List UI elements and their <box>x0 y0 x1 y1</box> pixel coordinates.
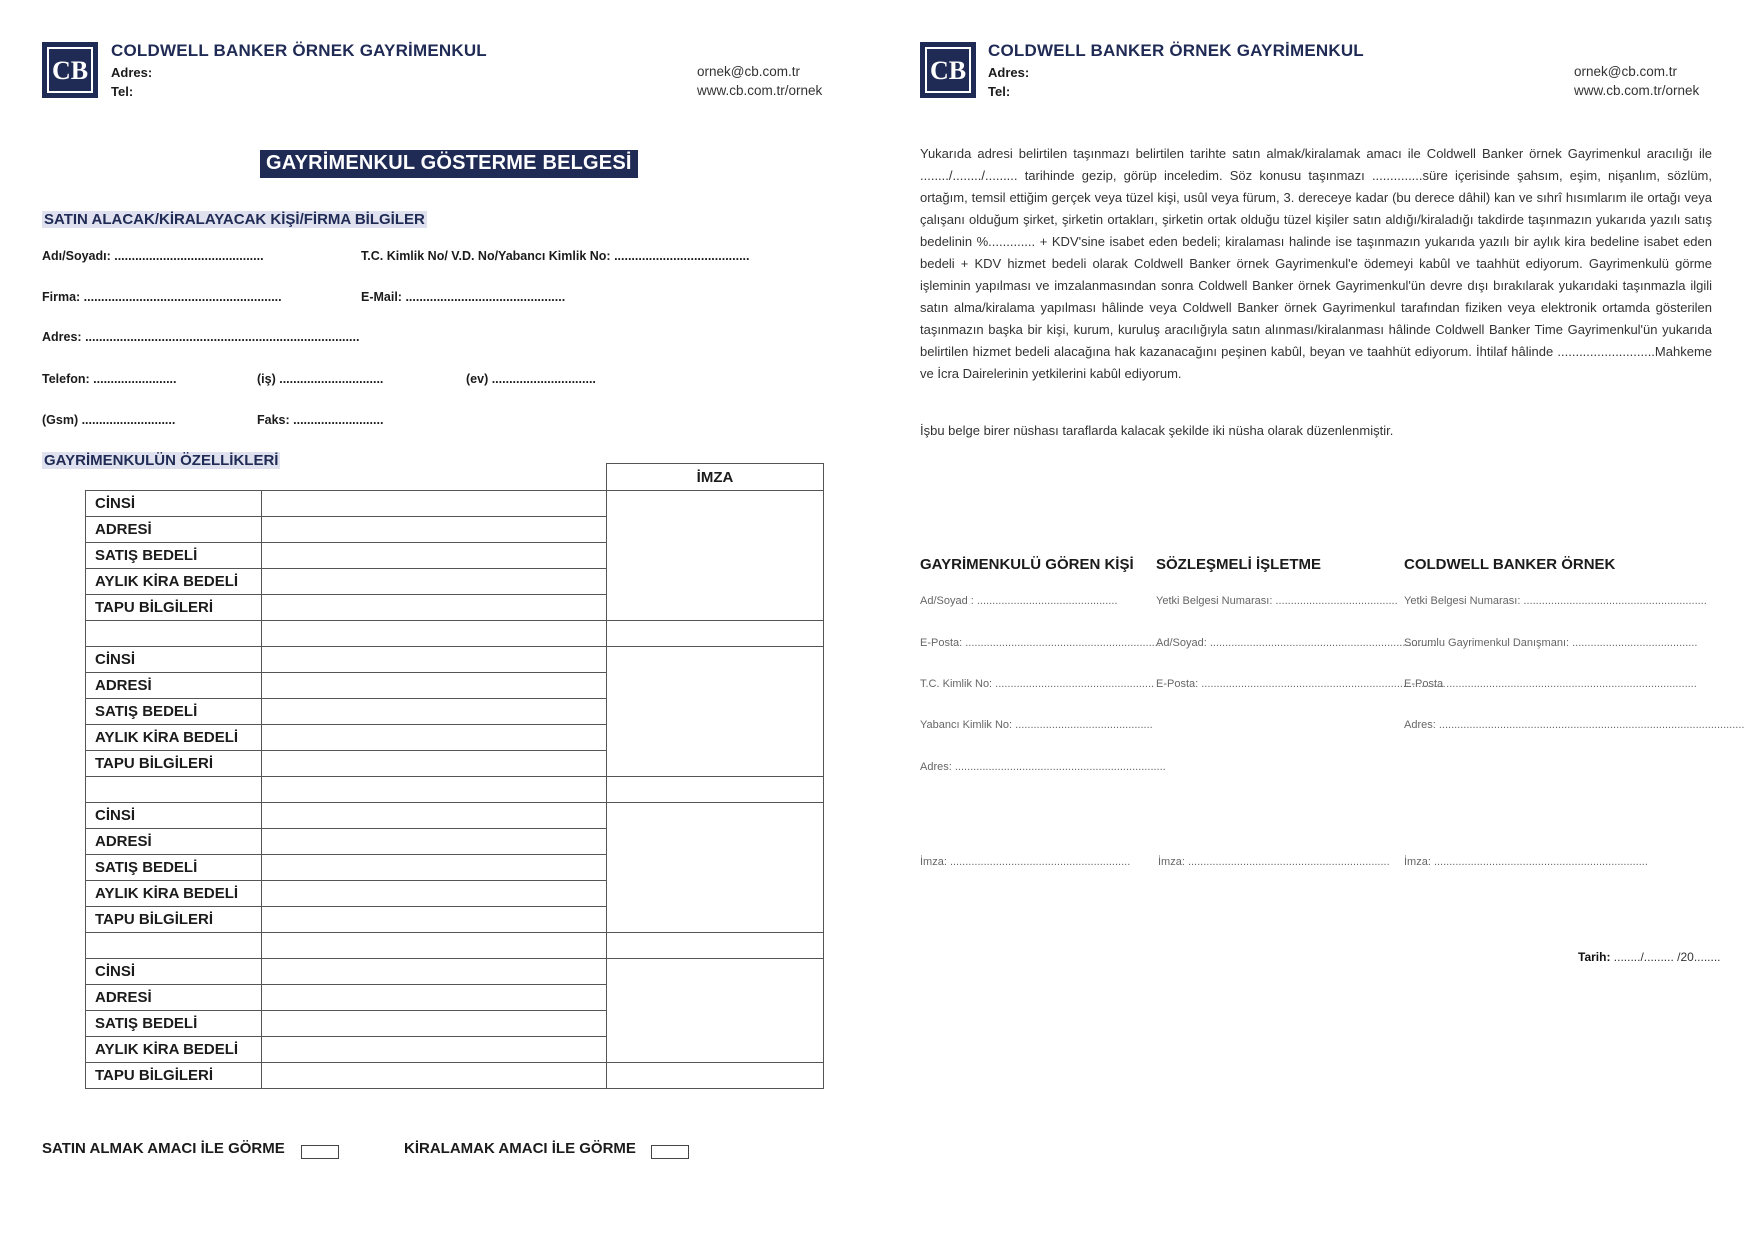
faks-field[interactable]: Faks: .......................... <box>257 413 384 427</box>
name-field[interactable]: Adı/Soyadı: ........................................... <box>42 249 264 263</box>
row-value[interactable] <box>262 959 607 985</box>
row-label: SATIŞ BEDELİ <box>86 855 262 881</box>
table-row <box>86 1063 824 1089</box>
row-value[interactable] <box>262 699 607 725</box>
tc-field[interactable]: T.C. Kimlik No/ V.D. No/Yabancı Kimlik No: ....................................... <box>361 249 750 263</box>
viewer-tc-field[interactable]: T.C. Kimlik No: .................................................... <box>920 678 1155 690</box>
viewer-signature-field[interactable]: İmza: ........................................................... <box>920 856 1131 868</box>
row-value[interactable] <box>262 907 607 933</box>
row-value[interactable] <box>262 647 607 673</box>
row-value[interactable] <box>262 725 607 751</box>
row-value[interactable] <box>262 855 607 881</box>
signature-cell[interactable] <box>607 491 824 621</box>
row-label: TAPU BİLGİLERİ <box>86 595 262 621</box>
table-spacer <box>86 464 607 491</box>
document-title: GAYRİMENKUL GÖSTERME BELGESİ <box>260 150 638 178</box>
phone-label-left: Tel: <box>111 84 134 99</box>
cb-address-field[interactable]: Adres: .................................................................................................... <box>1404 719 1745 731</box>
row-value[interactable] <box>262 803 607 829</box>
email-left: ornek@cb.com.tr <box>697 64 800 79</box>
row-value[interactable] <box>262 491 607 517</box>
signature-cell[interactable] <box>607 1063 824 1089</box>
row-label: CİNSİ <box>86 491 262 517</box>
telefon-field[interactable]: Telefon: ........................ <box>42 372 177 386</box>
business-email-field[interactable]: E-Posta: ................................................................................ <box>1156 678 1446 690</box>
business-name-field[interactable]: Ad/Soyad: .......................................................................... <box>1156 637 1436 649</box>
row-value[interactable] <box>262 517 607 543</box>
row-value[interactable] <box>262 1011 607 1037</box>
row-value[interactable] <box>262 595 607 621</box>
viewer-column-title: GAYRİMENKULÜ GÖREN KİŞİ <box>920 556 1134 573</box>
buy-purpose-checkbox[interactable] <box>301 1145 339 1159</box>
agreement-paragraph: Yukarıda adresi belirtilen taşınmazı belirtilen tarihte satın almak/kiralamak amacı ile Coldwell Banker örnek Gayrimenkul aracılığı ile ......../......../......... tarihinde gezip, görüp inceledim. Söz konusu taşınmazı ..............süre içerisinde şahsım, eşim, nişanlım, sözlüm, ortağım, temsil ettiğim gerçek veya tüzel kişi, usûl veya fürum, 3. dereceye kadar (bu derece dâhil) kan ve sıhrî hısımlarım ile ortağı veya çalışanı olduğum şirket, şirketin ortakları, şirketin ortak olduğu tüzel kişiler satın aldığı/kiraladığı takdirde taşınmazın yukarıda yazılı satış bedelinin %............. + KDV'sine isabet eden bedeli; kiralaması halinde ise taşınmazın yukarıda yazılı bir aylık kira bedeline isabet eden bedeli + KDV hizmet bedeli olarak Coldwell Banker örnek Gayrimenkul'e ödemeyi kabûl ve taahhüt ediyorum. Gayrimenkulü görme işleminin yapılması ve imzalanmasından sonra Coldwell Banker örnek Gayrimenkul'ün devre dışı bırakılarak yukarıdaki taşınmazla ilgili satın alma/kiralama yapılması hâlinde veya Coldwell Banker örnek Gayrimenkul tarafından fiziken veya elektronik ortamda gösterilen taşınmazın başka bir kişi, kurum, kuruluş aracılığıyla satın alınması/kiralanması hâlinde Coldwell Banker Time Gayrimenkul'ün yukarıda belirtilen hizmet bedeli alacağına hak kazanacağını peşinen kabûl, beyan ve taahhüt ediyorum. İhtilaf hâlinde ...........................Mahkeme ve İcra Dairelerinin yetkilerini kabûl ediyorum. <box>920 146 1712 381</box>
signature-cell[interactable] <box>607 959 824 1063</box>
row-label: AYLIK KİRA BEDELİ <box>86 569 262 595</box>
table-row <box>86 959 824 985</box>
row-value[interactable] <box>262 569 607 595</box>
company-logo-right <box>920 42 976 98</box>
cb-column-title: COLDWELL BANKER ÖRNEK <box>1404 556 1616 573</box>
svg-text:CB: CB <box>51 56 89 85</box>
cb-license-field[interactable]: Yetki Belgesi Numarası: ............................................................ <box>1404 595 1707 607</box>
company-logo-left <box>42 42 98 98</box>
row-value[interactable] <box>262 751 607 777</box>
company-name-left: COLDWELL BANKER ÖRNEK GAYRİMENKUL <box>111 41 487 60</box>
row-label: TAPU BİLGİLERİ <box>86 751 262 777</box>
rent-purpose-label: KİRALAMAK AMACI İLE GÖRME <box>404 1140 636 1157</box>
date-label: Tarih: <box>1578 950 1611 964</box>
email-field[interactable]: E-Mail: .............................................. <box>361 290 566 304</box>
buy-purpose-label: SATIN ALMAK AMACI İLE GÖRME <box>42 1140 285 1157</box>
row-value[interactable] <box>262 1063 607 1089</box>
email-right: ornek@cb.com.tr <box>1574 64 1677 79</box>
signature-cell[interactable] <box>607 803 824 933</box>
row-value[interactable] <box>262 1037 607 1063</box>
property-section-title: GAYRİMENKULÜN ÖZELLİKLERİ <box>44 452 279 469</box>
cb-logo-icon <box>47 47 93 93</box>
row-label: CİNSİ <box>86 647 262 673</box>
row-label: ADRESİ <box>86 673 262 699</box>
cb-signature-field[interactable]: İmza: ...................................................................... <box>1404 856 1648 868</box>
row-value[interactable] <box>262 985 607 1011</box>
viewer-name-field[interactable]: Ad/Soyad : .............................................. <box>920 595 1118 607</box>
row-label: AYLIK KİRA BEDELİ <box>86 881 262 907</box>
row-label: AYLIK KİRA BEDELİ <box>86 1037 262 1063</box>
table-spacer-row <box>86 777 824 803</box>
cb-logo-icon <box>925 47 971 93</box>
table-row <box>86 491 824 517</box>
is-phone-field[interactable]: (iş) .............................. <box>257 372 384 386</box>
row-value[interactable] <box>262 829 607 855</box>
business-signature-field[interactable]: İmza: .................................................................. <box>1158 856 1390 868</box>
phone-label-right: Tel: <box>988 84 1011 99</box>
cb-consultant-field[interactable]: Sorumlu Gayrimenkul Danışmanı: ......................................... <box>1404 637 1698 649</box>
svg-text:CB: CB <box>929 56 967 85</box>
signature-header: İMZA <box>607 464 824 491</box>
date-field[interactable] <box>1578 950 1721 964</box>
viewer-address-field[interactable]: Adres: ..................................................................... <box>920 761 1166 773</box>
row-label: CİNSİ <box>86 959 262 985</box>
viewer-foreign-id-field[interactable]: Yabancı Kimlik No: ............................................. <box>920 719 1153 731</box>
row-label: AYLIK KİRA BEDELİ <box>86 725 262 751</box>
row-value[interactable] <box>262 543 607 569</box>
address-label-right: Adres: <box>988 65 1030 80</box>
row-value[interactable] <box>262 881 607 907</box>
copies-note: İşbu belge birer nüshası taraflarda kalacak şekilde iki nüsha olarak düzenlenmiştir. <box>920 423 1394 438</box>
rent-purpose-checkbox[interactable] <box>651 1145 689 1159</box>
adres-field[interactable]: Adres: ............................................................................... <box>42 330 360 344</box>
row-label: SATIŞ BEDELİ <box>86 1011 262 1037</box>
date-value: ......../......... /20........ <box>1610 950 1721 964</box>
buyer-section-title: SATIN ALACAK/KİRALAYACAK KİŞİ/FİRMA BİLGİLER <box>44 211 425 228</box>
table-spacer-row <box>86 621 824 647</box>
ev-phone-field[interactable]: (ev) .............................. <box>466 372 596 386</box>
row-label: ADRESİ <box>86 829 262 855</box>
address-label-left: Adres: <box>111 65 153 80</box>
row-label: TAPU BİLGİLERİ <box>86 907 262 933</box>
business-license-field[interactable]: Yetki Belgesi Numarası: ........................................ <box>1156 595 1398 607</box>
row-label: CİNSİ <box>86 803 262 829</box>
row-label: SATIŞ BEDELİ <box>86 699 262 725</box>
company-name-right: COLDWELL BANKER ÖRNEK GAYRİMENKUL <box>988 41 1364 60</box>
table-spacer-row <box>86 933 824 959</box>
row-label: ADRESİ <box>86 985 262 1011</box>
table-row <box>86 647 824 673</box>
table-row <box>86 803 824 829</box>
firma-field[interactable]: Firma: ......................................................... <box>42 290 282 304</box>
signature-cell[interactable] <box>607 647 824 777</box>
gsm-field[interactable]: (Gsm) ........................... <box>42 413 176 427</box>
cb-email-field[interactable]: E-Posta .................................................................................. <box>1404 678 1697 690</box>
row-label: TAPU BİLGİLERİ <box>86 1063 262 1089</box>
viewer-email-field[interactable]: E-Posta: ................................................................ <box>920 637 1161 649</box>
property-table <box>85 463 824 1089</box>
row-label: ADRESİ <box>86 517 262 543</box>
row-label: SATIŞ BEDELİ <box>86 543 262 569</box>
business-column-title: SÖZLEŞMELİ İŞLETME <box>1156 556 1322 573</box>
website-right: www.cb.com.tr/ornek <box>1574 83 1700 98</box>
website-left: www.cb.com.tr/ornek <box>697 83 823 98</box>
row-value[interactable] <box>262 673 607 699</box>
